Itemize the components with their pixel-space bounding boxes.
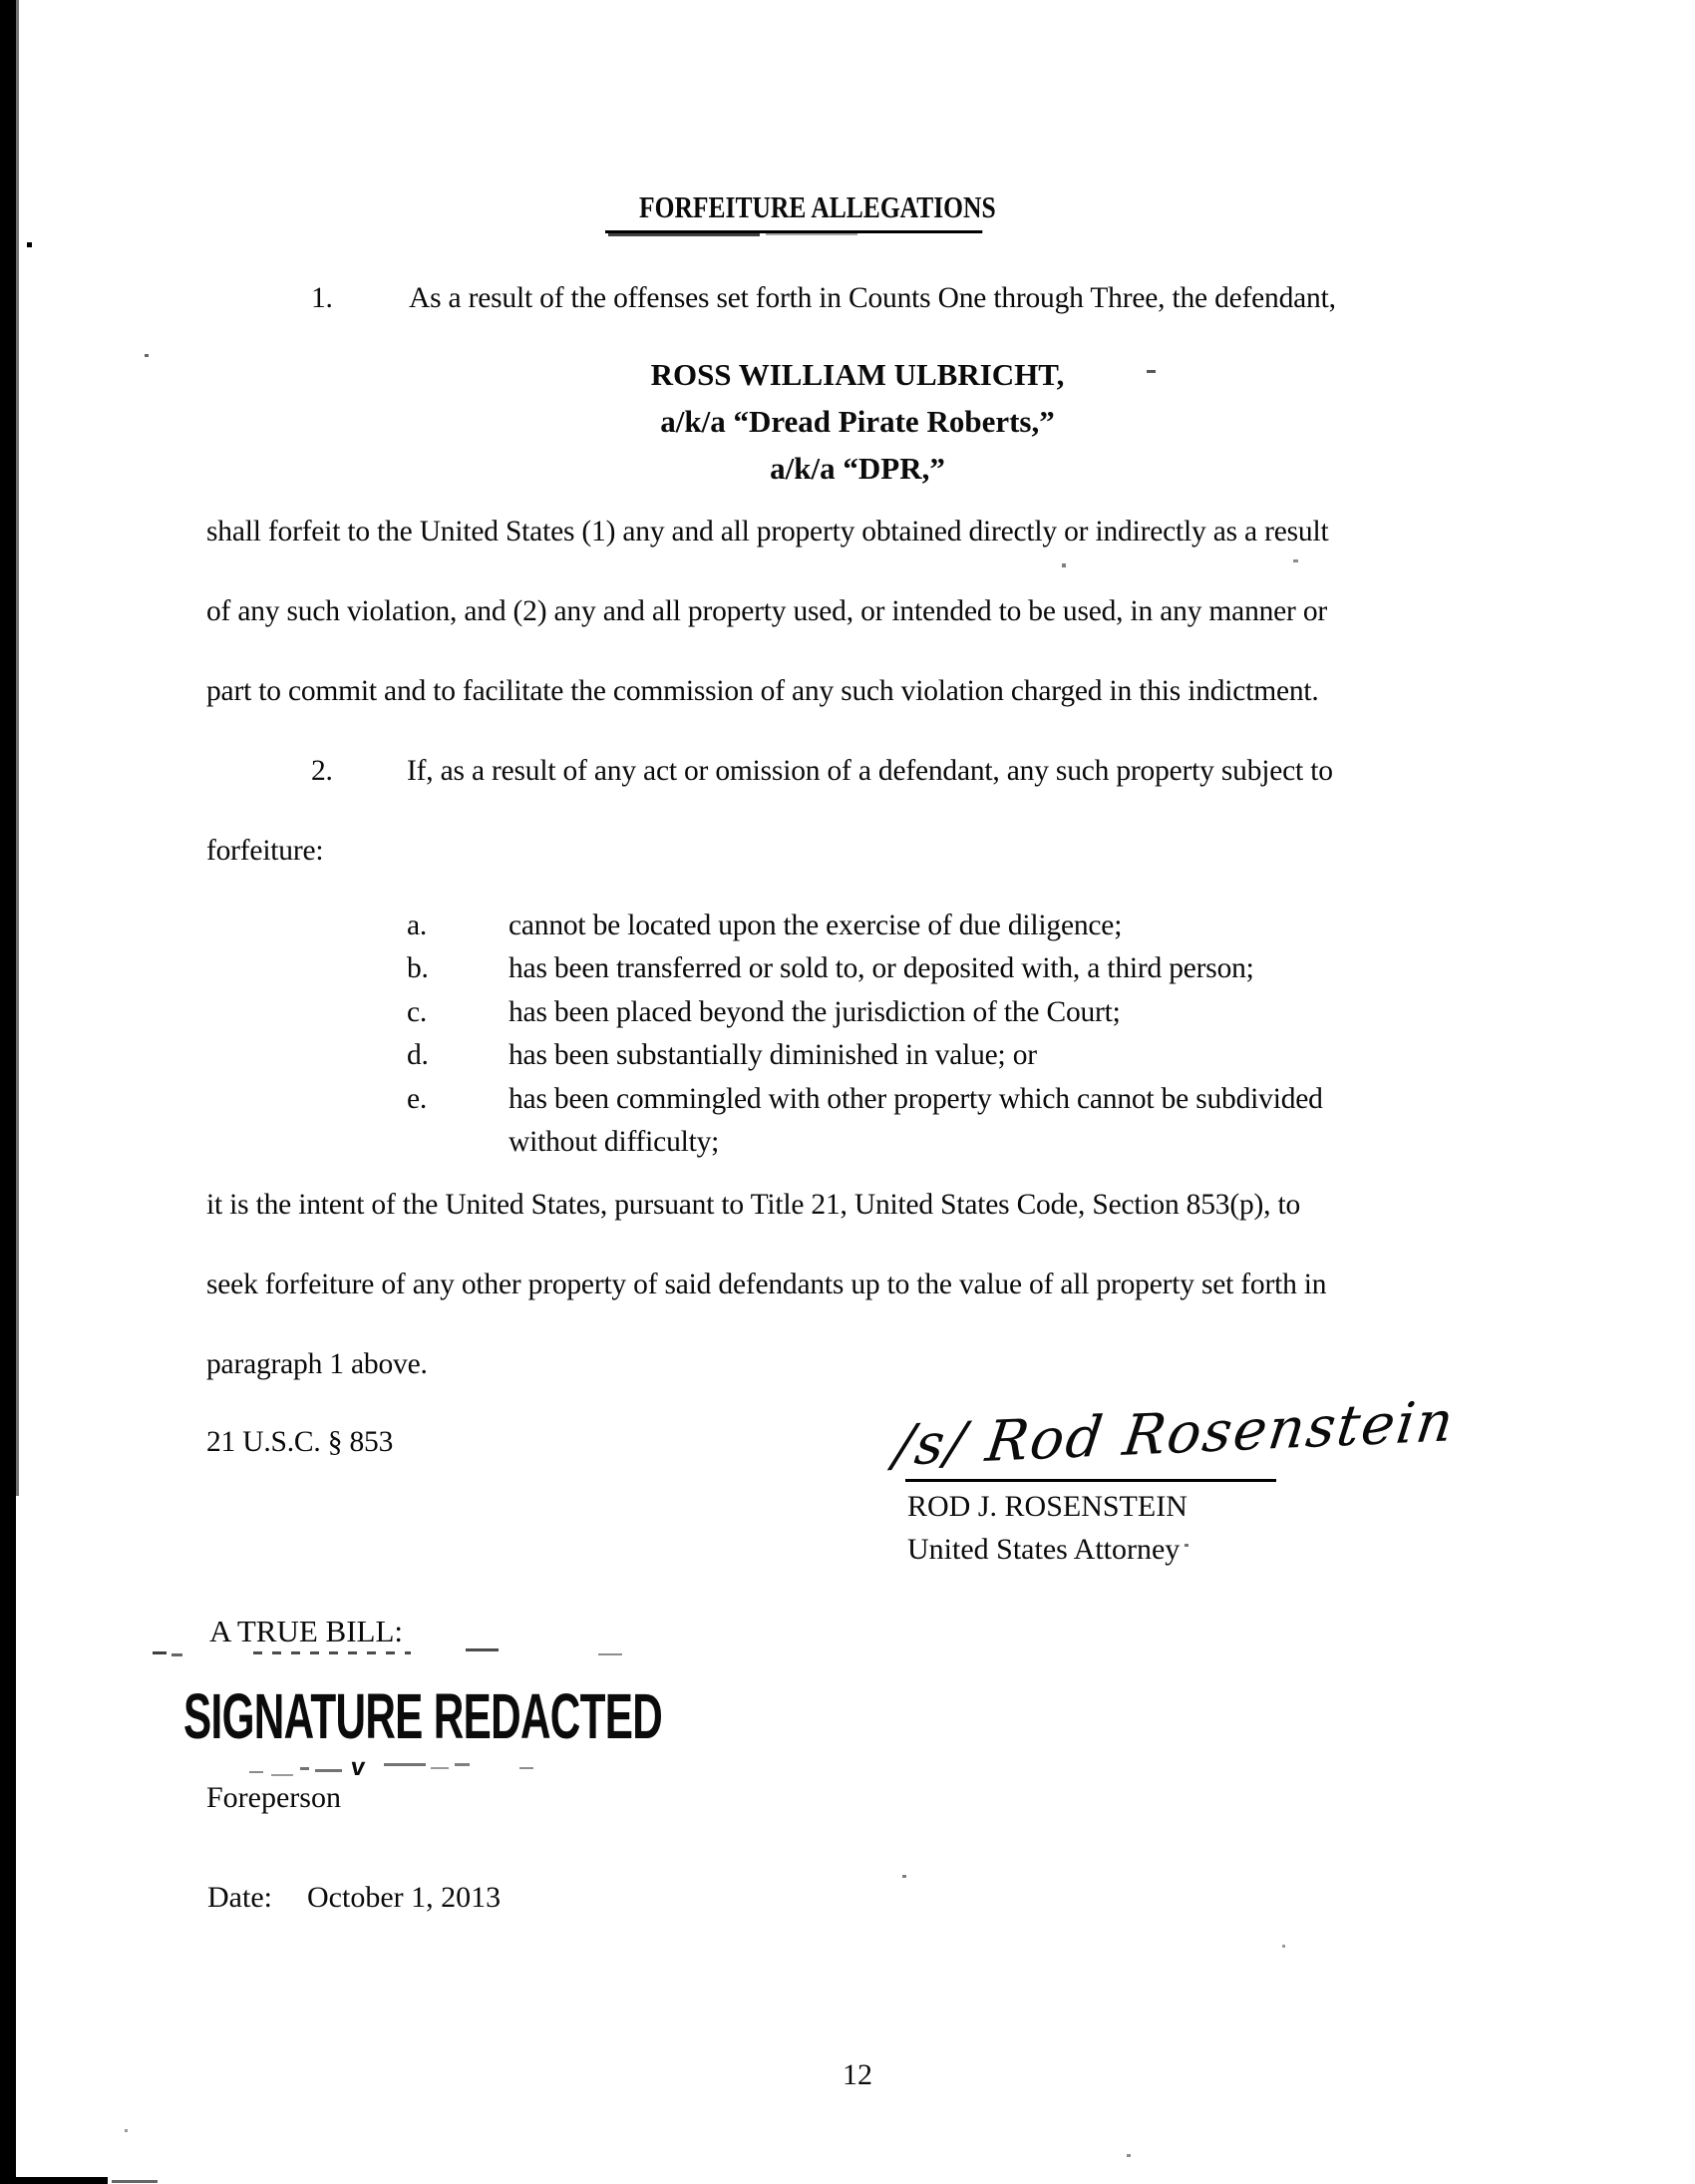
foreperson-scribble-6 <box>431 1767 449 1769</box>
subitem-c-label: c. <box>407 996 428 1028</box>
scan-speck-1 <box>27 242 32 247</box>
true-bill-artifact-dash-4 <box>598 1653 622 1655</box>
body-line-1: shall forfeit to the United States (1) any and all property obtained directly or indirectly as a result <box>206 516 1329 547</box>
paragraph-2-text: If, as a result of any act or omission of a defendant, any such property subject to <box>407 755 1333 787</box>
scan-mark-bottom-left-2 <box>112 2180 158 2183</box>
scan-speck-8 <box>1282 1945 1285 1948</box>
closing-line-1: it is the intent of the United States, pursuant to Title 21, United States Code, Section 853(p), to <box>206 1189 1301 1221</box>
scan-speck-10 <box>125 2129 128 2132</box>
foreperson-scribble-5 <box>384 1763 426 1766</box>
foreperson-label: Foreperson <box>206 1781 341 1814</box>
signature-redacted-stamp: SIGNATURE REDACTED <box>183 1680 663 1752</box>
defendant-name: ROSS WILLIAM ULBRICHT, <box>650 357 1065 392</box>
paragraph-1-text: As a result of the offenses set forth in Counts One through Three, the defendant, <box>409 282 1336 314</box>
date-value: October 1, 2013 <box>307 1881 502 1914</box>
foreperson-scribble-8 <box>519 1767 533 1769</box>
subitem-d-label: d. <box>407 1039 429 1071</box>
body-line-2: of any such violation, and (2) any and all property used, or intended to be used, in any manner or <box>206 595 1328 627</box>
foreperson-scribble-3 <box>300 1767 309 1770</box>
scan-speck-2 <box>145 354 149 357</box>
scan-speck-3 <box>1147 370 1156 373</box>
foreperson-scribble-1 <box>249 1771 263 1773</box>
scan-speck-7 <box>902 1875 906 1878</box>
date-label: Date: <box>207 1881 272 1914</box>
closing-line-2: seek forfeiture of any other property of said defendants up to the value of all property set forth in <box>206 1269 1327 1300</box>
subitem-e-label: e. <box>407 1083 428 1115</box>
heading-underline-artifact-2 <box>766 233 857 235</box>
true-bill-artifact-dotted-underline <box>253 1651 411 1654</box>
subitem-b-label: b. <box>407 952 429 984</box>
page-number: 12 <box>843 2058 872 2091</box>
subitem-b-text: has been transferred or sold to, or deposited with, a third person; <box>508 952 1254 984</box>
scan-mark-bottom-left <box>0 2177 108 2184</box>
subitem-d-text: has been substantially diminished in value; or <box>508 1039 1037 1071</box>
heading-underline-artifact <box>608 232 760 236</box>
paragraph-2-continuation: forfeiture: <box>206 835 324 867</box>
subitem-e-text: has been commingled with other property which cannot be subdivided <box>508 1083 1323 1115</box>
scan-edge-bar-left-inner <box>16 0 19 1496</box>
signature-script: /s/ Rod Rosenstein <box>890 1389 1460 1479</box>
foreperson-scribble-v-mark: v <box>349 1753 367 1781</box>
defendant-aka-2: a/k/a “DPR,” <box>770 451 945 486</box>
statute-citation: 21 U.S.C. § 853 <box>206 1426 394 1458</box>
subitem-a-text: cannot be located upon the exercise of due diligence; <box>508 910 1123 941</box>
attorney-title: United States Attorney <box>907 1533 1181 1566</box>
true-bill-artifact-dash-1 <box>153 1651 167 1654</box>
attorney-name: ROD J. ROSENSTEIN <box>907 1490 1187 1523</box>
scan-speck-5 <box>1293 559 1298 562</box>
defendant-name-block <box>299 351 1416 492</box>
section-heading <box>605 189 996 233</box>
foreperson-scribble-2 <box>271 1774 293 1776</box>
signature-line <box>905 1479 1276 1482</box>
foreperson-scribble-4 <box>315 1769 342 1772</box>
section-heading-text: FORFEITURE ALLEGATIONS <box>639 189 996 224</box>
paragraph-1-number: 1. <box>311 282 333 314</box>
true-bill-artifact-dash-2 <box>171 1653 182 1656</box>
subitem-a-label: a. <box>407 910 428 941</box>
closing-line-3: paragraph 1 above. <box>206 1348 428 1380</box>
scan-speck-4 <box>1062 563 1066 567</box>
subitem-e-text-continuation: without difficulty; <box>508 1126 720 1158</box>
scan-speck-9 <box>1127 2154 1131 2157</box>
foreperson-scribble-7 <box>455 1763 470 1766</box>
scan-edge-bar-left <box>0 0 16 2184</box>
body-line-3: part to commit and to facilitate the commission of any such violation charged in this indictment. <box>206 675 1319 707</box>
true-bill-artifact-dash-3 <box>466 1648 499 1651</box>
paragraph-2-number: 2. <box>311 755 333 787</box>
true-bill-label: A TRUE BILL: <box>209 1614 404 1648</box>
defendant-aka-1: a/k/a “Dread Pirate Roberts,” <box>660 404 1055 439</box>
scan-speck-6 <box>1185 1544 1188 1547</box>
subitem-c-text: has been placed beyond the jurisdiction of the Court; <box>508 996 1121 1028</box>
